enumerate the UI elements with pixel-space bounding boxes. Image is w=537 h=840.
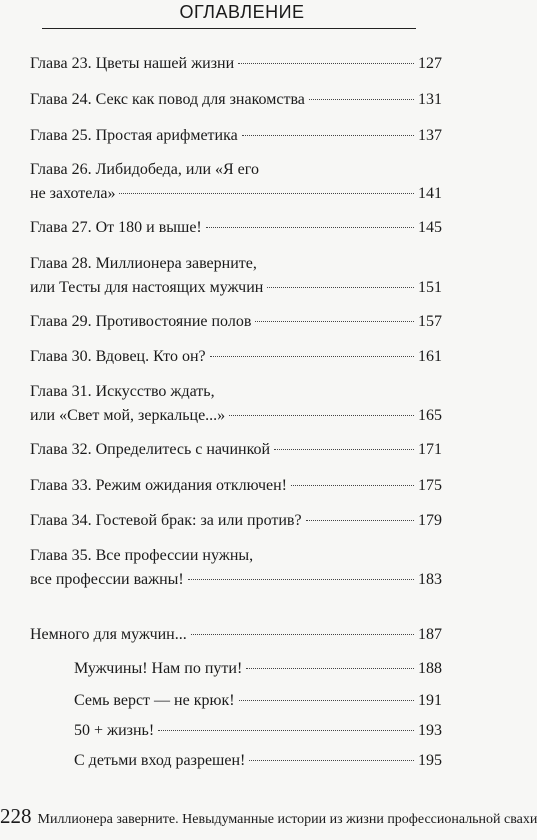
toc-entry-line [30,216,442,240]
toc-entry-line [30,252,442,276]
toc-entry [74,657,442,681]
toc-page-number: 161 [418,348,442,365]
dot-leader [246,668,414,669]
toc-page-number: 141 [418,185,442,202]
dot-leader [119,193,414,194]
toc-entry-line [30,88,442,112]
toc-entry [30,380,442,428]
toc-entry-line [30,345,442,369]
dot-leader [210,356,414,357]
toc-entry-line [74,657,442,681]
toc-entry-title: Глава 32. Определитесь с начинкой [30,441,271,458]
toc-entry-line [30,544,442,568]
toc-entry-title: Глава 35. Все профессии нужны, [30,547,254,564]
toc-page-number: 195 [418,752,442,769]
toc-page-number: 188 [418,660,442,677]
dot-leader [291,485,414,486]
toc-entry [30,124,442,148]
toc-entry [30,474,442,498]
dot-leader [158,730,414,731]
dot-leader [242,135,414,136]
toc-entry-line [74,719,442,743]
toc-page-number: 137 [418,127,442,144]
toc-entry-title: или Тесты для настоящих мужчин [30,279,264,296]
toc-entry-title: все профессии важны! [30,571,184,588]
toc-entry-title: Глава 26. Либидобеда, или «Я его [30,161,259,178]
toc-page-number: 175 [418,477,442,494]
toc-entry-title: Глава 31. Искусство ждать, [30,383,215,400]
toc-entry-line [30,474,442,498]
dot-leader [267,287,414,288]
toc-entry-line [74,689,442,713]
dot-leader [239,700,414,701]
toc-entry-title: Семь верст — не крюк! [74,692,235,709]
toc-entry [74,719,442,743]
page-header: ОГЛАВЛЕНИЕ [179,2,305,22]
toc-entry-title: Мужчины! Нам по пути! [74,660,243,677]
toc-entry [74,749,442,773]
toc-entry-title: Немного для мужчин... [30,626,187,643]
toc-entry-title: Глава 33. Режим ожидания отключен! [30,477,287,494]
toc-entry [30,158,442,206]
toc-entry-title: С детьми вход разрешен! [74,752,246,769]
toc-entry-title: Глава 30. Вдовец. Кто он? [30,348,206,365]
dot-leader [274,449,414,450]
toc-entry [30,544,442,592]
toc-page-number: 171 [418,441,442,458]
toc-page-number: 183 [418,571,442,588]
toc-entry-line [30,509,442,533]
toc-entry-line [30,404,442,428]
toc-entry [30,509,442,533]
page-footer [0,804,537,829]
toc-page-number: 165 [418,407,442,424]
toc-entry-line [30,438,442,462]
toc-entry-title: Глава 25. Простая арифметика [30,127,238,144]
dot-leader [188,579,414,580]
toc-entry-line [30,380,442,404]
toc-entry-line [30,158,442,182]
toc-entry-line [74,749,442,773]
dot-leader [191,634,414,635]
dot-leader [306,520,414,521]
toc-page-number: 191 [418,692,442,709]
toc-entry [30,345,442,369]
toc-entry-line [30,568,442,592]
dot-leader [249,760,414,761]
toc-entry-title: Глава 23. Цветы нашей жизни [30,55,235,72]
dot-leader [206,227,414,228]
toc-entry-line [30,623,442,647]
dot-leader [229,415,414,416]
dot-leader [309,99,414,100]
toc-entry-title: Глава 29. Противостояние полов [30,313,252,330]
toc-page-number: 127 [418,55,442,72]
toc-entry [30,88,442,112]
toc-entry-title: Глава 34. Гостевой брак: за или против? [30,512,302,529]
toc-entry-line [30,276,442,300]
toc-page-number: 157 [418,313,442,330]
toc-entry [30,252,442,300]
toc-page-number: 187 [418,626,442,643]
toc-entry-line [30,310,442,334]
toc-entry-title: 50 + жизнь! [74,722,155,739]
toc-entry [30,438,442,462]
toc-entry-line [30,124,442,148]
toc-page-number: 151 [418,279,442,296]
toc-page-number: 131 [418,91,442,108]
toc-entry [30,623,442,647]
dot-leader [255,321,414,322]
header-rule [42,28,416,29]
toc-entry [30,216,442,240]
toc-entry-title: не захотела» [30,185,116,202]
toc-entry [30,52,442,76]
toc-entry-line [30,52,442,76]
toc-page-number: 179 [418,512,442,529]
dot-leader [238,63,414,64]
toc-entry-title: или «Свет мой, зеркальце...» [30,407,226,424]
toc-entry [74,689,442,713]
toc-entry [30,310,442,334]
toc-page-number: 145 [418,219,442,236]
toc-entry-title: Глава 24. Секс как повод для знакомства [30,91,305,108]
toc-page-number: 193 [418,722,442,739]
footer-running-title: Миллионера заверните. Невыдуманные истории из жизни профессиональной свахи [37,812,537,827]
footer-page-number: 228 [0,804,32,828]
toc-entry-title: Глава 27. От 180 и выше! [30,219,202,236]
toc-entry-title: Глава 28. Миллионера заверните, [30,255,257,272]
toc-entry-line [30,182,442,206]
